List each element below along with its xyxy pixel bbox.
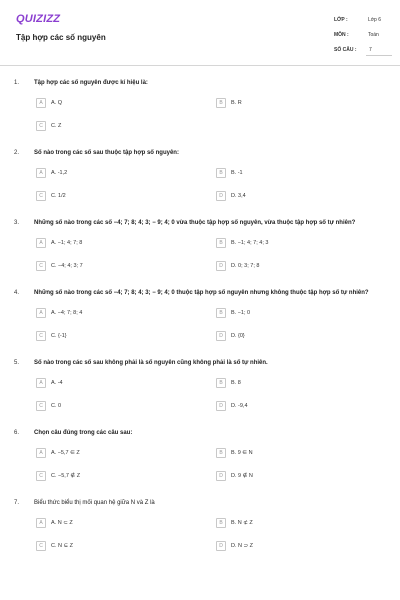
answer-option-a[interactable] [36, 308, 196, 319]
answer-option-a[interactable] [36, 98, 196, 109]
option-text: A. −5,7 ∈ Z [51, 450, 80, 456]
option-text: D. -9,4 [231, 403, 248, 409]
question-number: 2. [14, 150, 20, 156]
meta-subject [334, 29, 394, 41]
answer-option-d[interactable] [216, 541, 376, 552]
answer-option-a[interactable] [36, 448, 196, 459]
option-letter-box: C [36, 121, 46, 131]
question-number: 6. [14, 430, 20, 436]
answer-option-b[interactable] [216, 238, 376, 249]
answer-option-c[interactable] [36, 471, 196, 482]
meta-subject-value: Toán [368, 32, 379, 38]
option-text: B. −1; 4; 7; 4; 3 [231, 240, 269, 246]
option-letter-box: B [216, 448, 226, 458]
option-text: B. 9 ∈ N [231, 450, 253, 456]
answer-option-b[interactable] [216, 98, 376, 109]
worksheet-title: Tập hợp các số nguyên [16, 33, 106, 42]
option-letter-box: A [36, 168, 46, 178]
option-letter-box: A [36, 238, 46, 248]
question-text: Những số nào trong các số −4; 7; 8; 4; 3; − 9; 4; 0 thuộc tập hợp số nguyên nhưng không thuộc tập hợp số tự nhiên? [34, 290, 369, 296]
option-text: B. 8 [231, 380, 241, 386]
option-letter-box: B [216, 308, 226, 318]
question-text: Biểu thức biểu thị mối quan hệ giữa N và Z là [34, 500, 155, 506]
option-letter-box: D [216, 191, 226, 201]
option-letter-box: C [36, 471, 46, 481]
option-text: D. 9 ∉ N [231, 473, 253, 479]
option-text: B. R [231, 100, 242, 106]
option-letter-box: D [216, 471, 226, 481]
option-text: A. −4; 7; 8; 4 [51, 310, 83, 316]
question-number: 3. [14, 220, 20, 226]
answer-option-c[interactable] [36, 331, 196, 342]
option-letter-box: B [216, 518, 226, 528]
answer-option-d[interactable] [216, 471, 376, 482]
option-letter-box: A [36, 518, 46, 528]
option-letter-box: D [216, 261, 226, 271]
answer-option-d[interactable] [216, 331, 376, 342]
option-text: A. Q [51, 100, 63, 106]
option-letter-box: B [216, 378, 226, 388]
option-text: D. N ⊃ Z [231, 543, 254, 549]
option-letter-box: B [216, 98, 226, 108]
answer-option-a[interactable] [36, 518, 196, 529]
answer-option-b[interactable] [216, 518, 376, 529]
option-text: B. N ⊄ Z [231, 520, 253, 526]
answer-option-c[interactable] [36, 401, 196, 412]
option-letter-box: C [36, 191, 46, 201]
answer-option-a[interactable] [36, 378, 196, 389]
answer-option-d[interactable] [216, 401, 376, 412]
option-letter-box: B [216, 238, 226, 248]
question-text: Những số nào trong các số −4; 7; 8; 4; 3; − 9; 4; 0 vừa thuộc tập hợp số nguyên, vừa thuộc tập hợp số tự nhiên? [34, 220, 356, 226]
meta-count-label: SỐ CÂU : [334, 47, 357, 53]
quizizz-logo: QUIZIZZ [16, 13, 61, 25]
question-number: 4. [14, 290, 20, 296]
answer-option-b[interactable] [216, 168, 376, 179]
meta-grade-value: Lớp 6 [368, 17, 382, 23]
option-text: C. Z [51, 123, 62, 129]
question-number: 7. [14, 500, 20, 506]
question-text: Tập hợp các số nguyên được kí hiệu là: [34, 80, 148, 86]
option-letter-box: C [36, 401, 46, 411]
answer-option-b[interactable] [216, 448, 376, 459]
answer-option-b[interactable] [216, 378, 376, 389]
option-letter-box: A [36, 378, 46, 388]
answer-option-c[interactable] [36, 541, 196, 552]
question-number: 1. [14, 80, 20, 86]
option-text: A. -1,2 [51, 170, 68, 176]
option-text: D. 0; 3; 7; 8 [231, 263, 260, 269]
meta-grade-label: LỚP : [334, 17, 348, 23]
meta-grade [334, 14, 394, 26]
answer-option-c[interactable] [36, 261, 196, 272]
question-number: 5. [14, 360, 20, 366]
question-text: Chọn câu đúng trong các câu sau: [34, 430, 133, 436]
option-text: C. −4; 4; 3; 7 [51, 263, 83, 269]
option-letter-box: C [36, 261, 46, 271]
question-text: Số nào trong các số sau thuộc tập hợp số nguyên: [34, 150, 179, 156]
meta-subject-label: MÔN : [334, 32, 349, 38]
option-text: A. -4 [51, 380, 63, 386]
answer-option-d[interactable] [216, 191, 376, 202]
option-text: D. {0} [231, 333, 245, 339]
option-text: C. 0 [51, 403, 62, 409]
question-text: Số nào trong các số sau không phải là số nguyên cũng không phải là số tự nhiên. [34, 360, 268, 366]
option-text: D. 3,4 [231, 193, 246, 199]
option-letter-box: C [36, 541, 46, 551]
answer-option-c[interactable] [36, 191, 196, 202]
option-letter-box: A [36, 448, 46, 458]
option-letter-box: D [216, 541, 226, 551]
meta-count [334, 44, 394, 56]
worksheet-header [0, 0, 400, 66]
meta-count-value: 7 [369, 47, 372, 53]
option-text: A. N ⊂ Z [51, 520, 73, 526]
option-text: C. −5,7 ∉ Z [51, 473, 81, 479]
option-letter-box: B [216, 168, 226, 178]
option-text: C. 1/2 [51, 193, 66, 199]
option-text: A. −1; 4; 7; 8 [51, 240, 83, 246]
option-letter-box: C [36, 331, 46, 341]
answer-option-a[interactable] [36, 238, 196, 249]
answer-option-a[interactable] [36, 168, 196, 179]
answer-option-b[interactable] [216, 308, 376, 319]
option-text: C. {-1} [51, 333, 67, 339]
option-text: B. -1 [231, 170, 243, 176]
option-text: C. N ⊆ Z [51, 543, 74, 549]
answer-option-d[interactable] [216, 261, 376, 272]
answer-option-c[interactable] [36, 121, 196, 132]
option-letter-box: D [216, 401, 226, 411]
option-letter-box: A [36, 308, 46, 318]
option-letter-box: D [216, 331, 226, 341]
option-text: B. −1; 0 [231, 310, 251, 316]
option-letter-box: A [36, 98, 46, 108]
